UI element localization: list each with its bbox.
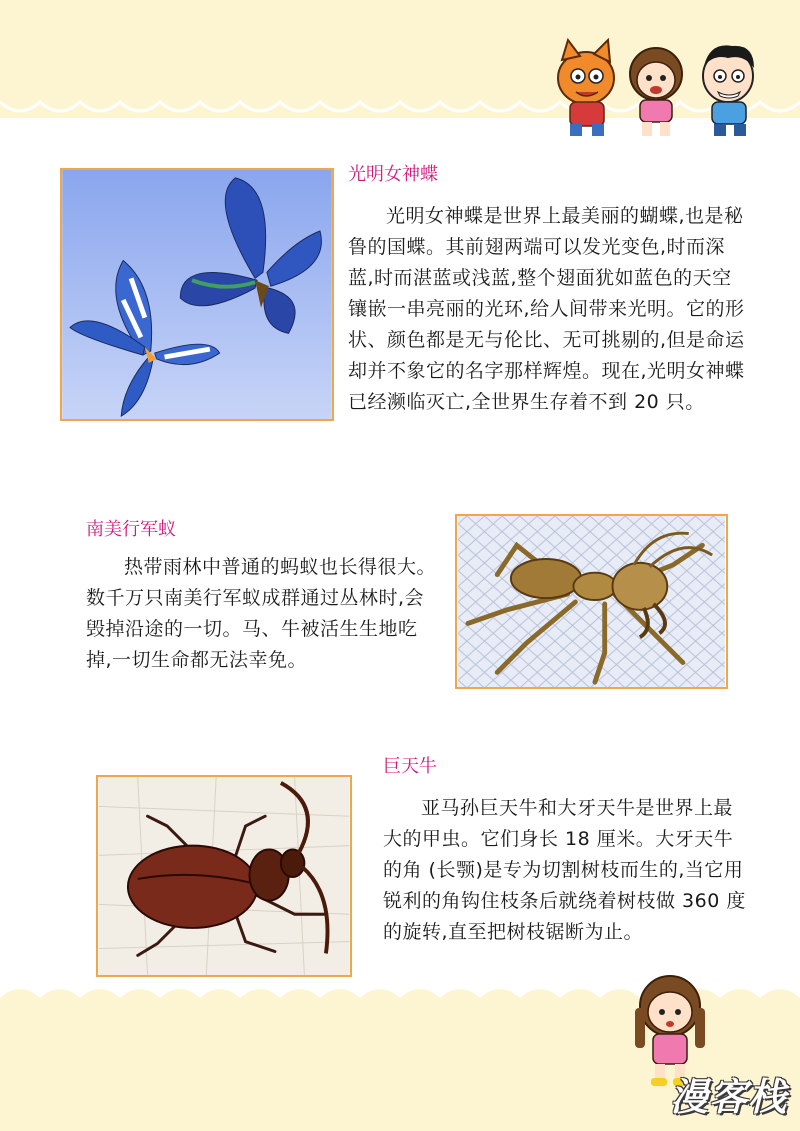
cartoon-characters-illustration <box>548 36 793 140</box>
butterfly-photo <box>60 168 334 421</box>
site-watermark: 漫客栈 <box>670 1075 788 1119</box>
section-title-butterfly: 光明女神蝶 <box>348 164 438 185</box>
section-text-butterfly: 光明女神蝶是世界上最美丽的蝴蝶,也是秘鲁的国蝶。其前翅两端可以发光变色,时而深蓝,时而湛蓝或浅蓝,整个翅面犹如蓝色的天空镶嵌一串亮丽的光环,给人间带来光明。它的形状、颜色都是无与伦比、无可挑剔的,但是命运却并不象它的名字那样辉煌。现在,光明女神蝶已经濒临灭亡,全世界生存着不到 20 只。 <box>348 205 745 413</box>
army-ant-image <box>457 516 726 687</box>
section-text-army-ant: 热带雨林中普通的蚂蚁也长得很大。数千万只南美行军蚁成群通过丛林时,会毁掉沿途的一切。马、牛被活生生地吃掉,一切生命都无法幸免。 <box>86 556 437 671</box>
section-text-titan-beetle: 亚马孙巨天牛和大牙天牛是世界上最大的甲虫。它们身长 18 厘米。大牙天牛的角 (长颚)是专为切割树枝而生的,当它用锐利的角钩住枝条后就绕着树枝做 360 度的旋转,直至把树枝锯断为止。 <box>383 797 746 943</box>
morpho-butterfly-image <box>62 170 332 419</box>
titan-beetle-image <box>98 777 350 975</box>
titan-beetle-photo <box>96 775 352 977</box>
army-ant-photo <box>455 514 728 689</box>
section-title-titan-beetle: 巨天牛 <box>383 756 437 777</box>
section-title-army-ant: 南美行军蚁 <box>86 519 176 540</box>
